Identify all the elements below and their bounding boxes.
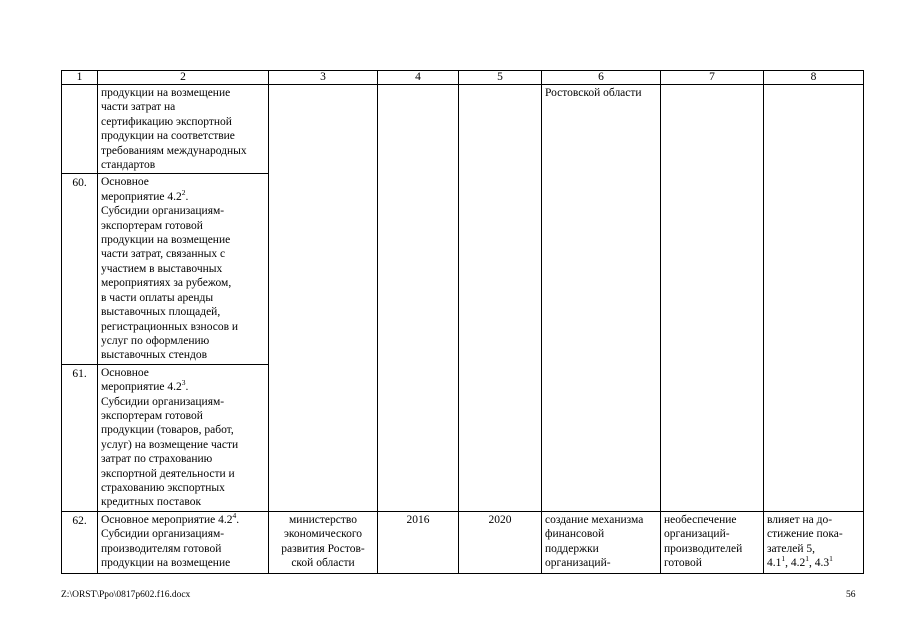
column-number: 7	[661, 71, 764, 85]
consequences-cell	[661, 85, 764, 512]
row-number: 60.	[62, 174, 98, 364]
start-year: 2016	[378, 511, 459, 573]
measure-description: Основное мероприятие $4.2^2$. Субсидии организациям- экспортерам готовой продукции на возмещение части затрат, связанных с участием в выставочных мероприятиях за рубежом, в части оплаты аренды выставочных площадей, регистрационных взносов и услуг по оформлению выставочных стендов	[98, 174, 269, 364]
row-number: 61.	[62, 364, 98, 511]
column-number: 1	[62, 71, 98, 85]
executor-cell	[269, 85, 378, 512]
table-row	[62, 511, 864, 573]
column-number-row	[62, 71, 864, 85]
measure-description: Основное мероприятие $4.2^3$. Субсидии организациям- экспортерам готовой продукции (товаров, работ, услуг) на возмещение части затрат по страхованию экспортной деятельности и страхованию экспортных кредитных поставок	[98, 364, 269, 511]
page-number: 56	[846, 590, 856, 600]
measure-description: Основное мероприятие $4.2^4$. Субсидии организациям- производителям готовой продукции на возмещение	[98, 511, 269, 573]
measure-description: продукции на возмещение части затрат на сертификацию экспортной продукции на соответствие требованиям международных стандартов	[98, 85, 269, 174]
end-year: 2020	[459, 511, 542, 573]
column-number: 2	[98, 71, 269, 85]
indicator-link-cell	[764, 85, 864, 512]
start-year-cell	[378, 85, 459, 512]
end-year-cell	[459, 85, 542, 512]
expected-result-cell: Ростовской области	[542, 85, 661, 512]
column-number: 4	[378, 71, 459, 85]
expected-result: создание механизма финансовой поддержки организаций-	[542, 511, 661, 573]
row-number-cell	[62, 85, 98, 174]
program-table	[61, 70, 864, 574]
consequences: необеспечение организаций- производителей готовой	[661, 511, 764, 573]
column-number: 5	[459, 71, 542, 85]
document-path: Z:\ORST\Ppo\0817p602.f16.docx	[61, 590, 191, 600]
indicator-link: влияет на до- стижение пока- зателей 5, $4.1^1$, $4.2^1$, $4.3^1$	[764, 511, 864, 573]
row-number: 62.	[62, 511, 98, 573]
column-number: 8	[764, 71, 864, 85]
column-number: 6	[542, 71, 661, 85]
table-row	[62, 85, 864, 174]
column-number: 3	[269, 71, 378, 85]
executor: министерство экономического развития Ростов- ской области	[269, 511, 378, 573]
